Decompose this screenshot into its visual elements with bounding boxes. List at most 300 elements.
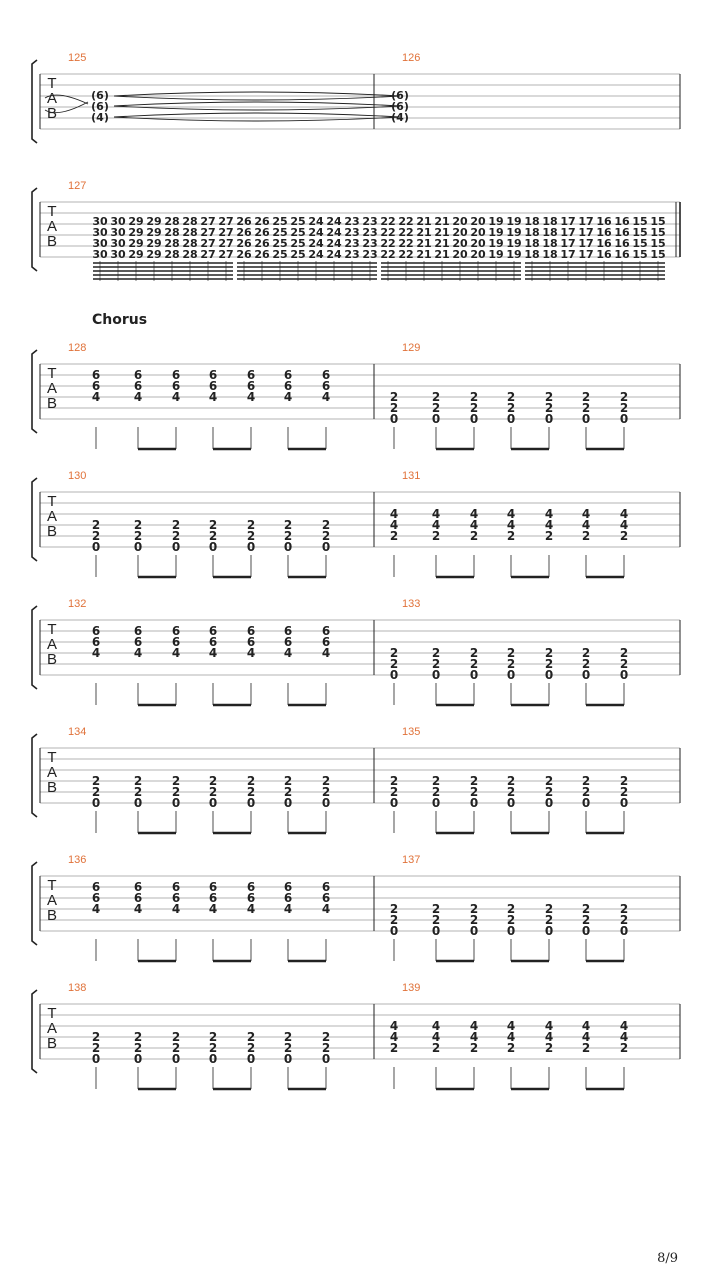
- fret-number: 15: [650, 215, 666, 228]
- fret-number: 0: [619, 924, 629, 938]
- fret-number: 2: [619, 902, 629, 916]
- fret-number: 4: [469, 1019, 479, 1033]
- fret-number: 6: [246, 624, 256, 638]
- fret-number: 24: [326, 248, 342, 261]
- fret-number: 28: [164, 215, 180, 228]
- fret-number: 4: [619, 1019, 629, 1033]
- fret-number: 21: [416, 226, 432, 239]
- fret-number: 6: [321, 624, 331, 638]
- fret-number: 2: [581, 774, 591, 788]
- fret-number: 2: [431, 902, 441, 916]
- fret-number: 27: [218, 215, 234, 228]
- measure-128: [68, 342, 330, 449]
- fret-number: 19: [506, 215, 522, 228]
- fret-number: 2: [619, 1041, 629, 1055]
- fret-number: 2: [581, 529, 591, 543]
- fret-number: 2: [321, 774, 331, 788]
- fret-number: 2: [283, 518, 293, 532]
- fret-number: 2: [431, 657, 441, 671]
- fret-number: 20: [470, 215, 486, 228]
- fret-number: 16: [614, 226, 630, 239]
- fret-number: 4: [619, 518, 629, 532]
- fret-number: 2: [431, 785, 441, 799]
- fret-number: 20: [452, 226, 468, 239]
- fret-number: 18: [542, 248, 558, 261]
- fret-number: 2: [469, 529, 479, 543]
- fret-number: 6: [246, 891, 256, 905]
- fret-number: 6: [133, 880, 143, 894]
- measure-number: 131: [402, 470, 421, 482]
- ghost-fret: (4): [91, 111, 109, 124]
- fret-number: 2: [171, 518, 181, 532]
- fret-number: 4: [133, 646, 143, 660]
- fret-number: 29: [146, 248, 162, 261]
- fret-number: 0: [246, 796, 256, 810]
- fret-number: 6: [246, 379, 256, 393]
- fret-number: 27: [218, 237, 234, 250]
- fret-number: 4: [246, 902, 256, 916]
- fret-number: 23: [344, 215, 360, 228]
- fret-number: 2: [133, 785, 143, 799]
- measure-number: 137: [402, 854, 421, 866]
- fret-number: 2: [581, 390, 591, 404]
- fret-number: 30: [110, 237, 126, 250]
- fret-number: 30: [110, 226, 126, 239]
- fret-number: 6: [171, 624, 181, 638]
- fret-number: 22: [380, 237, 396, 250]
- fret-number: 26: [254, 215, 270, 228]
- fret-number: 2: [389, 657, 399, 671]
- measure-130: [68, 470, 330, 577]
- fret-number: 6: [208, 891, 218, 905]
- fret-number: 21: [416, 215, 432, 228]
- fret-number: 2: [246, 518, 256, 532]
- fret-number: 2: [246, 529, 256, 543]
- fret-number: 22: [398, 226, 414, 239]
- fret-number: 2: [581, 401, 591, 415]
- fret-number: 24: [326, 215, 342, 228]
- measure-number: 139: [402, 982, 421, 994]
- fret-number: 2: [246, 785, 256, 799]
- measure-number: 128: [68, 342, 87, 354]
- system-bracket: [32, 734, 37, 817]
- fret-number: 2: [581, 902, 591, 916]
- fret-number: 6: [171, 880, 181, 894]
- fret-number: 0: [389, 668, 399, 682]
- fret-number: 2: [133, 1041, 143, 1055]
- staff-system: [32, 982, 680, 1089]
- fret-number: 2: [431, 390, 441, 404]
- fret-number: 2: [506, 1041, 516, 1055]
- fret-number: 21: [416, 248, 432, 261]
- fret-number: 18: [524, 248, 540, 261]
- tie-arc: [114, 113, 400, 117]
- fret-number: 25: [272, 226, 288, 239]
- tab-clef-letter-b: B: [46, 779, 58, 796]
- tab-clef-letter-t: T: [47, 365, 57, 382]
- fret-number: 4: [544, 507, 554, 521]
- fret-number: 4: [321, 390, 331, 404]
- fret-number: 0: [283, 540, 293, 554]
- fret-number: 6: [246, 368, 256, 382]
- fret-number: 23: [344, 248, 360, 261]
- fret-number: 24: [326, 226, 342, 239]
- fret-number: 2: [469, 785, 479, 799]
- tie-arc: [114, 96, 400, 100]
- fret-number: 2: [469, 774, 479, 788]
- fret-number: 2: [506, 646, 516, 660]
- ghost-fret: (6): [91, 100, 109, 113]
- fret-number: 23: [362, 237, 378, 250]
- tab-clef-letter-a: A: [46, 892, 58, 909]
- fret-number: 2: [581, 646, 591, 660]
- fret-number: 23: [362, 248, 378, 261]
- ghost-fret: (6): [391, 89, 409, 102]
- fret-number: 25: [290, 215, 306, 228]
- fret-number: 2: [171, 529, 181, 543]
- measure-number: 134: [68, 726, 87, 738]
- fret-number: 6: [91, 368, 101, 382]
- fret-number: 2: [208, 518, 218, 532]
- fret-number: 28: [182, 226, 198, 239]
- fret-number: 4: [283, 390, 293, 404]
- measure-132: [68, 598, 330, 705]
- fret-number: 23: [362, 215, 378, 228]
- staff-system: [32, 180, 680, 281]
- fret-number: 2: [171, 1041, 181, 1055]
- fret-number: 2: [469, 646, 479, 660]
- measure-number: 132: [68, 598, 87, 610]
- fret-number: 2: [506, 902, 516, 916]
- fret-number: 2: [91, 529, 101, 543]
- fret-number: 20: [470, 248, 486, 261]
- fret-number: 0: [91, 1052, 101, 1066]
- tab-clef-letter-t: T: [47, 203, 57, 220]
- fret-number: 2: [283, 774, 293, 788]
- fret-number: 21: [434, 215, 450, 228]
- fret-number: 2: [469, 913, 479, 927]
- fret-number: 6: [208, 880, 218, 894]
- fret-number: 2: [506, 657, 516, 671]
- fret-number: 2: [581, 785, 591, 799]
- fret-number: 4: [133, 902, 143, 916]
- fret-number: 4: [506, 1019, 516, 1033]
- fret-number: 0: [208, 540, 218, 554]
- measure-134: [68, 726, 330, 833]
- fret-number: 4: [389, 518, 399, 532]
- fret-number: 15: [632, 237, 648, 250]
- measure-number: 126: [402, 52, 421, 64]
- fret-number: 2: [171, 1030, 181, 1044]
- fret-number: 17: [578, 237, 594, 250]
- fret-number: 2: [321, 1030, 331, 1044]
- fret-number: 4: [469, 507, 479, 521]
- fret-number: 16: [596, 237, 612, 250]
- fret-number: 2: [619, 529, 629, 543]
- fret-number: 2: [544, 646, 554, 660]
- staff-system: [32, 52, 680, 143]
- fret-number: 24: [326, 237, 342, 250]
- fret-number: 0: [544, 924, 554, 938]
- fret-number: 0: [283, 796, 293, 810]
- fret-number: 6: [321, 379, 331, 393]
- fret-number: 0: [321, 796, 331, 810]
- fret-number: 19: [488, 237, 504, 250]
- fret-number: 27: [200, 237, 216, 250]
- fret-number: 2: [619, 390, 629, 404]
- fret-number: 4: [506, 518, 516, 532]
- system-bracket: [32, 606, 37, 689]
- fret-number: 2: [321, 785, 331, 799]
- fret-number: 6: [208, 635, 218, 649]
- fret-number: 0: [133, 796, 143, 810]
- fret-number: 0: [581, 668, 591, 682]
- measure-136: [68, 854, 330, 961]
- tab-clef-letter-t: T: [47, 493, 57, 510]
- fret-number: 0: [506, 412, 516, 426]
- fret-number: 16: [614, 237, 630, 250]
- fret-number: 4: [581, 507, 591, 521]
- fret-number: 17: [560, 237, 576, 250]
- fret-number: 0: [619, 796, 629, 810]
- fret-number: 26: [236, 237, 252, 250]
- fret-number: 4: [581, 1030, 591, 1044]
- fret-number: 28: [182, 237, 198, 250]
- fret-number: 0: [581, 796, 591, 810]
- fret-number: 0: [506, 796, 516, 810]
- tab-clef-letter-a: A: [46, 508, 58, 525]
- fret-number: 2: [544, 1041, 554, 1055]
- tab-clef-letter-a: A: [46, 636, 58, 653]
- fret-number: 4: [283, 646, 293, 660]
- fret-number: 23: [344, 237, 360, 250]
- fret-number: 0: [581, 924, 591, 938]
- fret-number: 4: [91, 646, 101, 660]
- fret-number: 2: [544, 390, 554, 404]
- fret-number: 6: [283, 891, 293, 905]
- fret-number: 16: [596, 248, 612, 261]
- fret-number: 6: [171, 368, 181, 382]
- fret-number: 6: [246, 880, 256, 894]
- fret-number: 20: [452, 215, 468, 228]
- tab-clef-letter-b: B: [46, 233, 58, 250]
- fret-number: 0: [506, 924, 516, 938]
- fret-number: 27: [200, 215, 216, 228]
- fret-number: 4: [171, 390, 181, 404]
- fret-number: 29: [128, 248, 144, 261]
- fret-number: 4: [431, 518, 441, 532]
- fret-number: 6: [91, 379, 101, 393]
- fret-number: 0: [431, 796, 441, 810]
- fret-number: 27: [218, 248, 234, 261]
- tab-clef-letter-b: B: [46, 523, 58, 540]
- fret-number: 2: [208, 774, 218, 788]
- tab-clef-letter-t: T: [47, 75, 57, 92]
- fret-number: 30: [110, 248, 126, 261]
- fret-number: 2: [91, 785, 101, 799]
- fret-number: 4: [321, 902, 331, 916]
- fret-number: 20: [452, 237, 468, 250]
- fret-number: 6: [91, 880, 101, 894]
- measure-125: [45, 52, 400, 124]
- fret-number: 24: [308, 237, 324, 250]
- fret-number: 21: [434, 248, 450, 261]
- section-label-chorus: Chorus: [92, 312, 148, 328]
- tab-clef-letter-t: T: [47, 1005, 57, 1022]
- fret-number: 2: [389, 902, 399, 916]
- fret-number: 2: [389, 646, 399, 660]
- fret-number: 26: [236, 248, 252, 261]
- fret-number: 2: [133, 774, 143, 788]
- measure-139: [390, 982, 628, 1089]
- fret-number: 0: [91, 540, 101, 554]
- fret-number: 6: [171, 379, 181, 393]
- fret-number: 29: [146, 237, 162, 250]
- fret-number: 23: [362, 226, 378, 239]
- fret-number: 2: [283, 1041, 293, 1055]
- fret-number: 2: [389, 785, 399, 799]
- fret-number: 0: [619, 668, 629, 682]
- fret-number: 18: [524, 226, 540, 239]
- fret-number: 6: [91, 624, 101, 638]
- fret-number: 23: [344, 226, 360, 239]
- fret-number: 0: [171, 796, 181, 810]
- measure-number: 130: [68, 470, 87, 482]
- measure-133: [390, 598, 628, 705]
- fret-number: 0: [133, 1052, 143, 1066]
- tab-clef-letter-t: T: [47, 749, 57, 766]
- fret-number: 25: [272, 237, 288, 250]
- fret-number: 4: [389, 1019, 399, 1033]
- fret-number: 6: [283, 635, 293, 649]
- fret-number: 2: [544, 529, 554, 543]
- fret-number: 2: [506, 529, 516, 543]
- fret-number: 0: [506, 668, 516, 682]
- fret-number: 0: [133, 540, 143, 554]
- fret-number: 28: [182, 248, 198, 261]
- fret-number: 0: [469, 924, 479, 938]
- measure-number: 136: [68, 854, 87, 866]
- fret-number: 15: [632, 215, 648, 228]
- fret-number: 4: [389, 1030, 399, 1044]
- fret-number: 6: [133, 635, 143, 649]
- ghost-fret: (4): [391, 111, 409, 124]
- fret-number: 21: [434, 237, 450, 250]
- fret-number: 2: [321, 518, 331, 532]
- fret-number: 25: [290, 237, 306, 250]
- fret-number: 4: [208, 646, 218, 660]
- fret-number: 2: [246, 1041, 256, 1055]
- tab-clef-letter-t: T: [47, 621, 57, 638]
- fret-number: 4: [506, 1030, 516, 1044]
- fret-number: 29: [146, 215, 162, 228]
- fret-number: 15: [650, 237, 666, 250]
- tab-clef-letter-b: B: [46, 651, 58, 668]
- fret-number: 28: [164, 237, 180, 250]
- fret-number: 18: [524, 215, 540, 228]
- fret-number: 2: [133, 1030, 143, 1044]
- fret-number: 2: [91, 518, 101, 532]
- fret-number: 18: [542, 226, 558, 239]
- page-number: 8/9: [657, 1251, 678, 1266]
- fret-number: 6: [283, 624, 293, 638]
- fret-number: 4: [171, 646, 181, 660]
- fret-number: 19: [506, 248, 522, 261]
- fret-number: 6: [133, 379, 143, 393]
- fret-number: 15: [650, 248, 666, 261]
- fret-number: 2: [431, 401, 441, 415]
- fret-number: 2: [544, 913, 554, 927]
- fret-number: 0: [469, 668, 479, 682]
- tie-arc: [114, 102, 400, 106]
- fret-number: 6: [91, 891, 101, 905]
- fret-number: 2: [208, 529, 218, 543]
- fret-number: 4: [581, 1019, 591, 1033]
- fret-number: 2: [619, 401, 629, 415]
- system-bracket: [32, 478, 37, 561]
- fret-number: 0: [208, 796, 218, 810]
- fret-number: 4: [171, 902, 181, 916]
- fret-number: 20: [470, 226, 486, 239]
- fret-number: 24: [308, 248, 324, 261]
- fret-number: 0: [544, 668, 554, 682]
- fret-number: 2: [544, 657, 554, 671]
- fret-number: 4: [544, 1030, 554, 1044]
- fret-number: 24: [308, 215, 324, 228]
- fret-number: 2: [431, 1041, 441, 1055]
- fret-number: 0: [581, 412, 591, 426]
- measure-138: [68, 982, 330, 1089]
- staff-system: [32, 470, 680, 577]
- fret-number: 15: [632, 248, 648, 261]
- fret-number: 27: [200, 226, 216, 239]
- fret-number: 19: [488, 215, 504, 228]
- fret-number: 21: [416, 237, 432, 250]
- fret-number: 2: [506, 401, 516, 415]
- fret-number: 4: [619, 507, 629, 521]
- staff-system: [32, 342, 680, 449]
- fret-number: 4: [431, 507, 441, 521]
- fret-number: 2: [91, 1030, 101, 1044]
- fret-number: 2: [431, 646, 441, 660]
- fret-number: 0: [91, 796, 101, 810]
- fret-number: 2: [283, 529, 293, 543]
- fret-number: 2: [581, 657, 591, 671]
- fret-number: 2: [619, 785, 629, 799]
- fret-number: 0: [321, 1052, 331, 1066]
- fret-number: 24: [308, 226, 324, 239]
- fret-number: 2: [389, 529, 399, 543]
- fret-number: 6: [133, 891, 143, 905]
- fret-number: 16: [614, 215, 630, 228]
- fret-number: 22: [398, 248, 414, 261]
- measure-131: [390, 470, 628, 577]
- fret-number: 2: [469, 401, 479, 415]
- fret-number: 0: [246, 540, 256, 554]
- fret-number: 0: [321, 540, 331, 554]
- fret-number: 30: [92, 215, 108, 228]
- fret-number: 6: [283, 880, 293, 894]
- fret-number: 17: [560, 226, 576, 239]
- fret-number: 2: [171, 774, 181, 788]
- fret-number: 2: [133, 518, 143, 532]
- fret-number: 2: [619, 646, 629, 660]
- fret-number: 2: [469, 902, 479, 916]
- fret-number: 0: [171, 1052, 181, 1066]
- fret-number: 2: [389, 913, 399, 927]
- fret-number: 0: [469, 412, 479, 426]
- fret-number: 17: [578, 215, 594, 228]
